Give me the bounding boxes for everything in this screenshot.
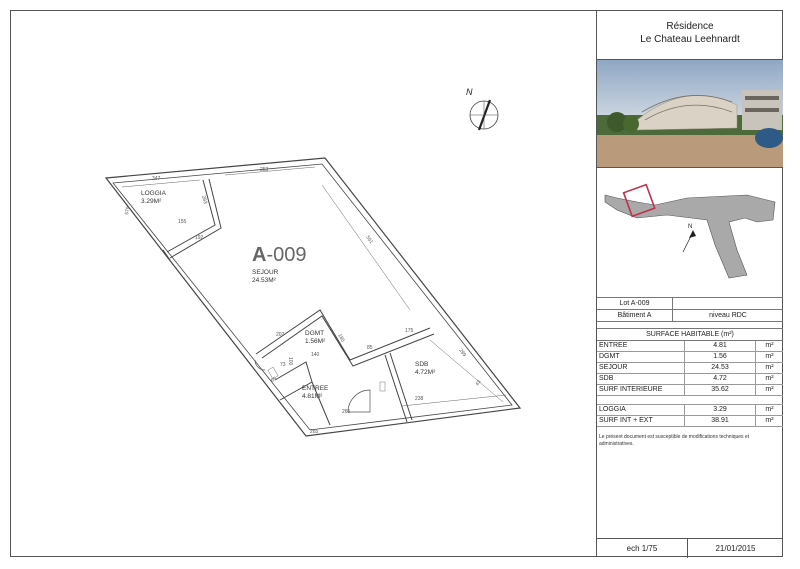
footer <box>597 538 783 558</box>
dim-label: 85 <box>367 345 373 351</box>
surface-unit: m² <box>765 375 774 382</box>
level-label: niveau RDC <box>709 312 747 319</box>
surface-unit: m² <box>765 417 774 424</box>
surface-unit: m² <box>765 353 774 360</box>
map-north-label: N <box>688 224 693 230</box>
residence-title <box>597 10 783 60</box>
unit-prefix: A <box>252 244 267 266</box>
table-row <box>597 385 783 396</box>
unit-suffix: -009 <box>266 244 307 266</box>
disclaimer-note: Le présent document est susceptible de modifications techniques et administratives. <box>599 434 750 447</box>
residence-title-line1: Résidence <box>666 21 714 32</box>
table-row <box>597 341 783 352</box>
surface-name: SDB <box>597 374 685 384</box>
surface-header: SURFACE HABITABLE (m²) <box>597 328 783 341</box>
room-name: SDB <box>415 361 429 368</box>
room-area: 24.53M² <box>252 277 276 284</box>
unit-number <box>252 244 306 266</box>
table-row <box>597 404 783 416</box>
surface-name: ENTREE <box>597 341 685 351</box>
dim-label: 140 <box>311 352 320 358</box>
surface-value: 1.56 <box>685 352 756 362</box>
dim-label: 238 <box>415 396 424 402</box>
table-row <box>597 374 783 385</box>
surface-value: 4.72 <box>685 374 756 384</box>
surface-value: 4.81 <box>685 341 756 351</box>
dim-label: 207 <box>276 332 285 338</box>
dim-label: 175 <box>405 328 414 334</box>
surface-table <box>597 328 783 427</box>
surface-unit: m² <box>765 406 774 413</box>
room-area: 3.29M² <box>141 198 162 205</box>
table-row <box>597 416 783 427</box>
date-label: 21/01/2015 <box>715 544 756 553</box>
room-name: SEJOUR <box>252 269 279 276</box>
north-label: N <box>466 87 473 97</box>
floor-plan-drawing <box>10 10 596 557</box>
surface-value: 35.62 <box>685 385 756 395</box>
surface-name: SURF INT + EXT <box>597 416 685 426</box>
surface-value: 3.29 <box>685 405 756 415</box>
building-label: Bâtiment A <box>597 310 673 321</box>
info-panel <box>596 10 783 557</box>
room-area: 1.56M² <box>305 338 326 345</box>
surface-name: SURF INTERIEURE <box>597 385 685 395</box>
dim-label: 155 <box>178 219 187 225</box>
surface-unit: m² <box>765 386 774 393</box>
dim-label: 100 <box>287 357 293 366</box>
floor-plan <box>10 10 596 557</box>
surface-name: DGMT <box>597 352 685 362</box>
room-area: 4.72M² <box>415 369 436 376</box>
surface-name: SEJOUR <box>597 363 685 373</box>
dim-label: 253 <box>260 167 269 173</box>
dim-label: 265 <box>342 409 351 415</box>
dimension-lines <box>122 167 506 406</box>
dim-label: 283 <box>200 194 209 205</box>
table-row <box>597 352 783 363</box>
scale-label: ech 1/75 <box>597 539 688 558</box>
dim-label: 347 <box>152 176 161 182</box>
dim-label: 43 <box>474 379 483 387</box>
dim-label: 299 <box>457 347 468 358</box>
room-name: DGMT <box>305 330 325 337</box>
dim-label: 73 <box>280 362 286 368</box>
lot-info <box>597 297 783 322</box>
dim-label: 265 <box>310 429 319 435</box>
room-area: 4.81M² <box>302 393 323 400</box>
lot-label: Lot A-009 <box>597 298 673 309</box>
surface-unit: m² <box>765 342 774 349</box>
room-name: LOGGIA <box>141 190 166 197</box>
dim-label: 192 <box>195 235 204 241</box>
dim-label: 551 <box>364 234 375 245</box>
north-compass-icon <box>470 100 498 130</box>
dim-label: 579 <box>124 206 132 216</box>
surface-unit: m² <box>765 364 774 371</box>
surface-name: LOGGIA <box>597 405 685 415</box>
surface-value: 24.53 <box>685 363 756 373</box>
loggia-walls <box>163 179 221 260</box>
building-photo <box>597 60 783 168</box>
surface-value: 38.91 <box>685 416 756 426</box>
dim-label: 65 <box>270 375 278 384</box>
location-map <box>597 170 783 295</box>
table-row <box>597 363 783 374</box>
residence-title-line2: Le Chateau Leehnardt <box>640 34 740 45</box>
room-name: ENTREE <box>302 385 329 392</box>
dim-label: 185 <box>336 333 346 344</box>
